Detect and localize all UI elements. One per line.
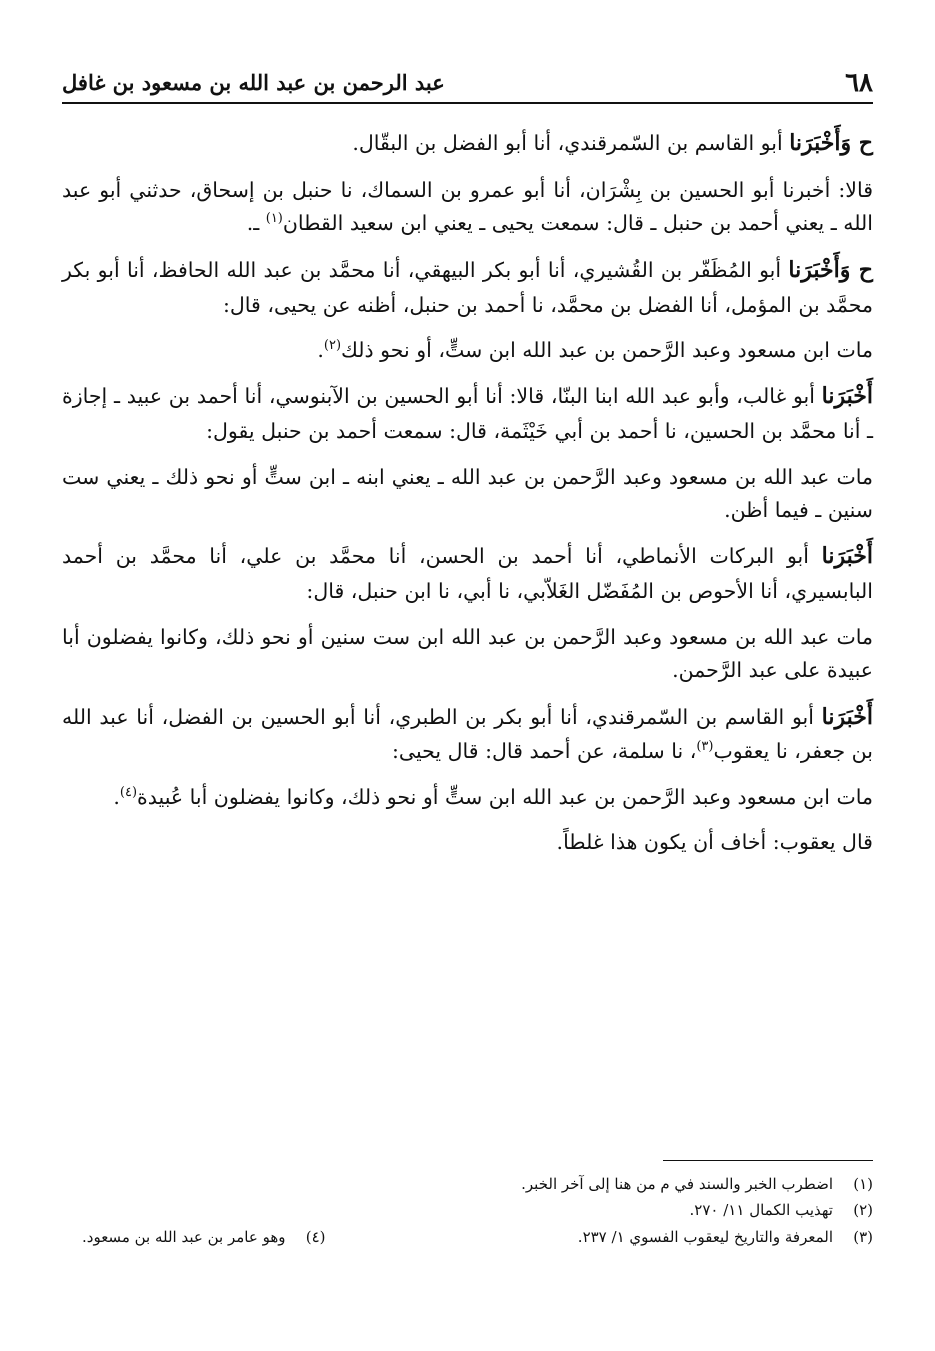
paragraph-text: مات ابن مسعود وعبد الرَّحمن بن عبد الله ابن ستٍّ أو نحو ذلك، وكانوا يفضلون أبا عُبيدة [137,784,873,809]
main-text [62,126,873,872]
footnote-number: (٢) [853,1201,873,1220]
paragraph-text: أبو القاسم بن السّمرقندي، أنا أبو بكر بن الطبري، أنا أبو الحسين بن الفضل، أنا عبد الله بن جعفر، نا يعقوب [62,704,873,764]
footnote-row [62,1224,873,1250]
paragraph-tail: . [317,337,324,362]
paragraph-text: أبو المُظَفّر بن القُشيري، أنا أبو بكر البيهقي، أنا محمَّد بن عبد الله الحافظ، أنا أبو بكر محمَّد بن المؤمل، أنا الفضل بن محمَّد، نا أحمد بن حنبل، أظنه عن يحيى، قال: [62,257,873,317]
paragraph-text: مات ابن مسعود وعبد الرَّحمن بن عبد الله ابن ستٍّ، أو نحو ذلك [341,337,873,362]
header-rule [62,102,873,104]
footnote [62,1171,873,1197]
paragraph [62,826,873,859]
paragraph [62,334,873,367]
page-number: ٦٨ [845,68,873,98]
footnotes [62,1160,873,1250]
footnote [82,1224,325,1250]
paragraph-text: قالا: أخبرنا أبو الحسين بن بِشْرَان، أنا أبو عمرو بن السماك، نا حنبل بن إسحاق، حدثني أبو عبد الله ـ يعني أحمد بن حنبل ـ قال: سمعت يحيى ـ يعني ابن سعيد القطان [62,177,873,236]
footnote-text: وهو عامر بن عبد الله بن مسعود. [82,1227,286,1246]
chain-keyword: ح وَأَخْبَرَنا [788,256,873,283]
paragraph-tail: . [113,784,120,809]
paragraph-text: أبو غالب، وأبو عبد الله ابنا البنّا، قالا: أنا أبو الحسين بن الآبنوسي، أنا أحمد بن عبيد ـ إجازة ـ أنا محمَّد بن الحسين، نا أحمد بن أبي خَيْثَمة، قال: سمعت أحمد بن حنبل يقول: [62,384,873,444]
footnote-rule [663,1160,873,1161]
paragraph [62,621,873,688]
paragraph-text: أبو القاسم بن السّمرقندي، أنا أبو الفضل بن البقّال. [352,131,790,155]
paragraph-tail: ـ. [246,211,266,236]
footnote-number: (٣) [853,1227,873,1246]
footnote [62,1197,873,1223]
footnote-ref[interactable]: (٤) [119,784,138,800]
footnote-text: اضطرب الخبر والسند في م من هنا إلى آخر الخبر. [521,1175,833,1193]
chain-keyword: ح وَأَخْبَرَنا [789,130,873,156]
running-title: عبد الرحمن بن عبد الله بن مسعود بن غافل [62,70,445,95]
paragraph-text: مات عبد الله بن مسعود وعبد الرَّحمن بن عبد الله ـ يعني ابنه ـ ابن ستٍّ أو نحو ذلك ـ يعني ست سنين ـ فيما أظن. [62,464,873,523]
paragraph [62,253,873,322]
paragraph [62,379,873,448]
footnote [578,1224,873,1250]
footnote-number: (٤) [305,1227,326,1246]
chain-keyword: أَخْبَرَنا [821,703,873,730]
footnote-text: المعرفة والتاريخ ليعقوب الفسوي ١/ ٢٣٧. [577,1227,833,1246]
paragraph-text: أبو البركات الأنماطي، أنا أحمد بن الحسن، أنا محمَّد بن علي، أنا محمَّد بن أحمد البابسيري، أنا الأحوص بن المُفَضّل الغَلاّبي، نا أبي، نا ابن حنبل، قال: [62,544,873,604]
footnote-number: (١) [853,1175,873,1193]
chain-keyword: أَخْبَرَنا [821,543,873,570]
paragraph [62,700,873,769]
paragraph-text: قال يعقوب: أخاف أن يكون هذا غلطاً. [556,830,873,855]
footnote-ref[interactable]: (١) [265,211,283,227]
chain-keyword: أَخْبَرَنا [821,383,873,410]
footnote-text: تهذيب الكمال ١١/ ٢٧٠. [689,1201,833,1220]
footnote-ref[interactable]: (٢) [323,338,342,354]
footnote-ref[interactable]: (٣) [696,739,714,755]
page-header [62,58,873,110]
paragraph [62,174,873,241]
paragraph [62,539,873,608]
paragraph-tail: ، نا سلمة، عن أحمد قال: قال يحيى: [392,739,697,764]
paragraph-text: مات عبد الله بن مسعود وعبد الرَّحمن بن عبد الله ابن ست سنين أو نحو ذلك، وكانوا يفضلون أبا عبيدة على عبد الرَّحمن. [62,624,873,683]
paragraph [62,126,873,162]
paragraph [62,461,873,528]
paragraph [62,781,873,814]
